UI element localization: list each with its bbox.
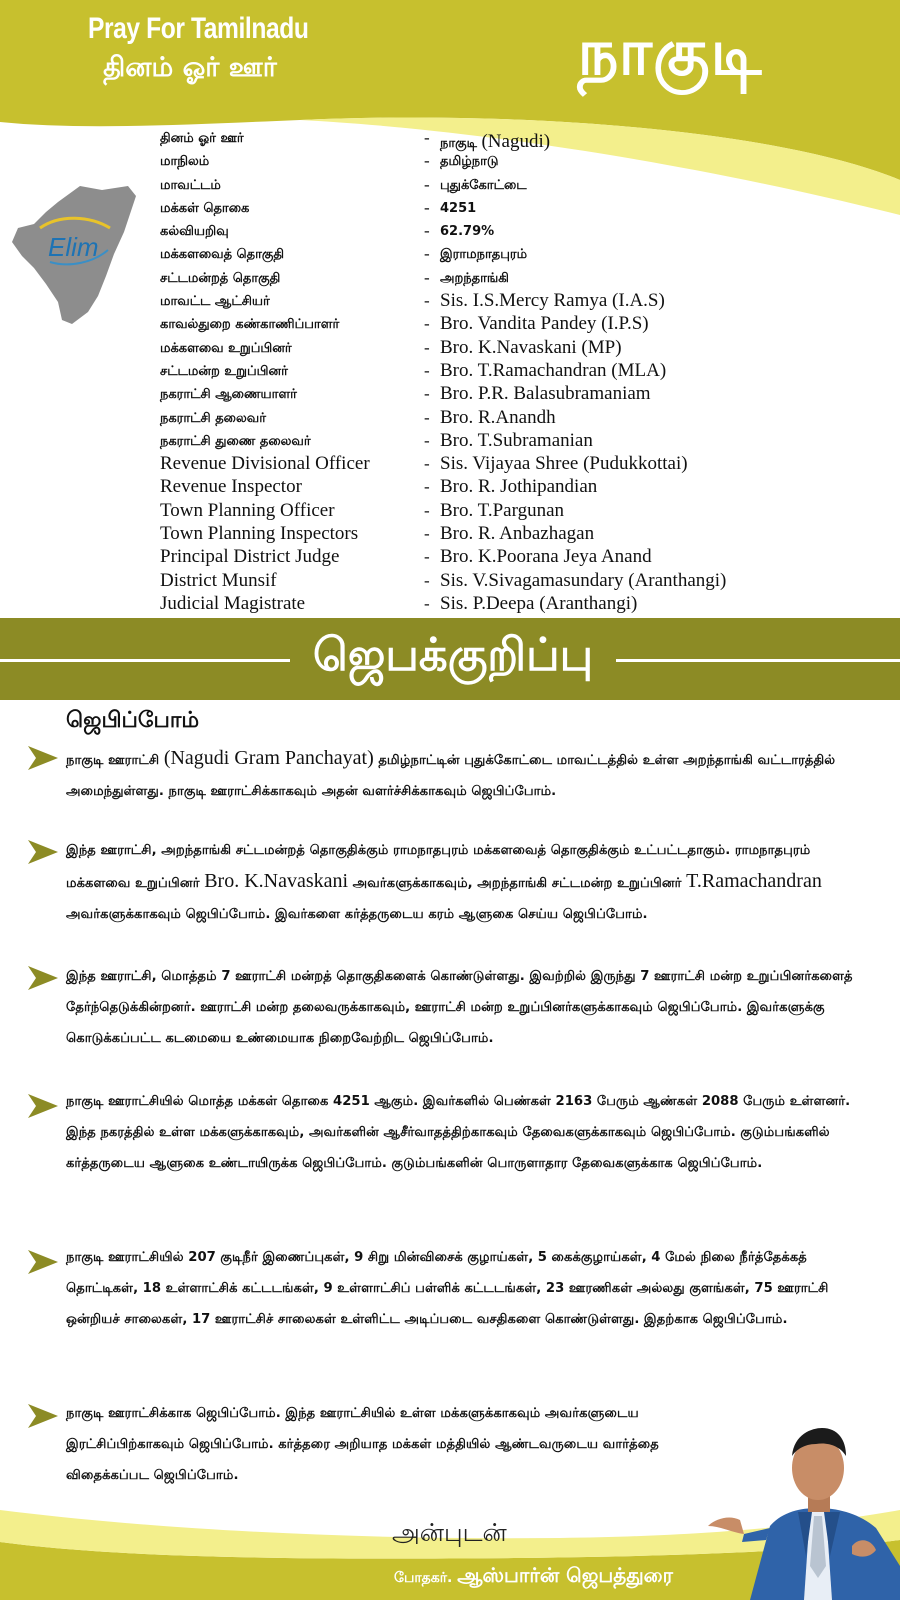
info-dash: - <box>424 477 430 497</box>
info-label: நகராட்சி துணை தலைவர் <box>160 433 311 449</box>
info-value: அறந்தாங்கி <box>440 270 509 286</box>
info-label: District Munsif <box>160 569 277 591</box>
info-row-revenue-inspector <box>160 477 880 500</box>
info-label: சட்டமன்ற உறுப்பினர் <box>160 363 288 379</box>
info-row-population <box>160 198 880 221</box>
info-label: மாவட்டம் <box>160 177 221 193</box>
preacher-name: போதகர். ஆஸ்பார்ன் ஜெபத்துரை <box>394 1563 673 1587</box>
info-value: Bro. Vandita Pandey (I.P.S) <box>440 313 649 335</box>
prayer-paragraph-2: இந்த ஊராட்சி, அறந்தாங்கி சட்டமன்றத் தொகுதிக்கும் ராமநாதபுரம் மக்களவைத் தொகுதிக்கும் உட்பட்டதாகும். ராமநாதபுரம் மக்களவை உறுப்பினர் Bro. K.Navaskani அவர்களுக்காகவும், அறந்தாங்கி சட்டமன்ற உறுப்பினர் T.Ramachandran அவர்களுக்காகவும் ஜெபிப்போம். இவர்களை கர்த்தருடைய கரம் ஆளுகை செய்ய ஜெபிப்போம். <box>66 843 822 922</box>
info-label: Revenue Inspector <box>160 476 302 498</box>
info-label: Judicial Magistrate <box>160 592 306 614</box>
info-dash: - <box>424 267 430 287</box>
info-label: கல்வியறிவு <box>160 224 229 240</box>
info-dash: - <box>424 128 430 147</box>
info-dash: - <box>424 337 430 357</box>
info-label: தினம் ஓர் ஊர் <box>160 131 244 146</box>
info-label: நகராட்சி ஆணையாளர் <box>160 387 297 403</box>
info-value: Bro. T.Ramachandran (MLA) <box>440 359 667 381</box>
info-row-police-sp <box>160 314 880 337</box>
arrow-bullet-icon <box>28 746 58 770</box>
info-dash: - <box>424 593 430 613</box>
info-row-judicial-magistrate <box>160 594 880 617</box>
info-value: Sis. I.S.Mercy Ramya (I.A.S) <box>440 290 665 312</box>
info-value: Bro. R.Anandh <box>440 406 556 428</box>
info-value: Sis. V.Sivagamasundary (Aranthangi) <box>440 569 727 591</box>
info-value: Bro. P.R. Balasubramaniam <box>440 383 651 405</box>
info-dash: - <box>424 384 430 404</box>
arrow-bullet-icon <box>28 840 58 864</box>
brand-title-english: Pray For Tamilnadu <box>88 12 309 45</box>
info-dash: - <box>424 524 430 544</box>
info-dash: - <box>424 151 430 171</box>
info-row-town-planning-officer <box>160 501 880 524</box>
info-dash: - <box>424 500 430 520</box>
info-value: புதுக்கோட்டை <box>440 177 527 193</box>
info-row-rdo <box>160 454 880 477</box>
info-label: Town Planning Inspectors <box>160 523 359 545</box>
info-dash: - <box>424 174 430 194</box>
brand-title-tamil: தினம் ஓர் ஊர் <box>103 52 277 83</box>
info-label: மாவட்ட ஆட்சியர் <box>160 294 270 310</box>
info-label: மாநிலம் <box>160 154 210 170</box>
arrow-bullet-icon <box>28 966 58 990</box>
info-value: 4251 <box>440 200 477 216</box>
info-row-mla <box>160 361 880 384</box>
info-dash: - <box>424 244 430 264</box>
preacher-portrait <box>700 1416 900 1600</box>
band-divider-right <box>616 659 900 662</box>
info-row-vice-chairman <box>160 431 880 454</box>
info-dash: - <box>424 430 430 450</box>
village-title: நாகுடி <box>577 16 763 90</box>
info-label: காவல்துறை கண்காணிப்பாளர் <box>160 317 340 333</box>
prayer-paragraph-3: இந்த ஊராட்சி, மொத்தம் 7 ஊராட்சி மன்றத் தொகுதிகளைக் கொண்டுள்ளது. இவற்றில் இருந்து 7 ஊராட்சி மன்ற உறுப்பினர்களைத் தேர்ந்தெடுக்கின்றனர். ஊராட்சி மன்ற தலைவருக்காகவும், ஊராட்சி மன்ற உறுப்பினர்களுக்காகவும் ஜெபிப்போம். இவர்களுக்கு கொடுக்கப்பட்ட கடமையை உண்மையாக நிறைவேற்றிட ஜெபிப்போம். <box>66 969 853 1046</box>
arrow-bullet-icon <box>28 1404 58 1428</box>
info-label: மக்கள் தொகை <box>160 200 250 216</box>
info-value: நாகுடி (Nagudi) <box>440 131 551 152</box>
prayer-paragraph-5: நாகுடி ஊராட்சியில் 207 குடிநீர் இணைப்புகள், 9 சிறு மின்விசைக் குழாய்கள், 5 கைக்குழாய்கள், 4 மேல் நிலை நீர்த்தேக்கத் தொட்டிகள், 18 உள்ளாட்சிக் கட்டடங்கள், 9 உள்ளாட்சிப் பள்ளிக் கட்டடங்கள், 23 ஊரணிகள் அல்லது குளங்கள், 75 ஊராட்சி ஒன்றியச் சாலைகள், 17 ஊராட்சிச் சாலைகள் உள்ளிட்ட அடிப்படை வசதிகளை கொண்டுள்ளது. இதற்காக ஜெபிப்போம். <box>66 1250 829 1327</box>
info-row-lok-sabha <box>160 244 880 267</box>
info-row-district-munsif <box>160 571 880 594</box>
info-label: சட்டமன்றத் தொகுதி <box>160 270 281 286</box>
info-label: Revenue Divisional Officer <box>160 453 370 475</box>
info-label: மக்களவை உறுப்பினர் <box>160 340 292 356</box>
info-value: Sis. P.Deepa (Aranthangi) <box>440 592 638 614</box>
prayer-paragraph-1: நாகுடி ஊராட்சி (Nagudi Gram Panchayat) தமிழ்நாட்டின் புதுக்கோட்டை மாவட்டத்தில் உள்ள அறந்தாங்கி வட்டாரத்தில் அமைந்துள்ளது. நாகுடி ஊராட்சிக்காகவும் அதன் வளர்ச்சிக்காகவும் ஜெபிப்போம். <box>66 747 836 799</box>
tamilnadu-map-icon <box>10 184 140 326</box>
info-dash: - <box>424 197 430 217</box>
info-value: Sis. Vijayaa Shree (Pudukkottai) <box>440 453 688 475</box>
info-row-district <box>160 175 880 198</box>
info-label: நகராட்சி தலைவர் <box>160 410 267 426</box>
info-dash: - <box>424 360 430 380</box>
arrow-bullet-icon <box>28 1094 58 1118</box>
info-row-village <box>160 128 880 151</box>
info-row-collector <box>160 291 880 314</box>
info-value: Bro. T.Pargunan <box>440 499 565 521</box>
info-value: தமிழ்நாடு <box>440 154 499 170</box>
band-divider-left <box>0 659 290 662</box>
pray-heading: ஜெபிப்போம் <box>66 708 200 733</box>
info-row-assembly <box>160 268 880 291</box>
info-value: Bro. R. Anbazhagan <box>440 523 595 545</box>
info-dash: - <box>424 547 430 567</box>
info-dash: - <box>424 291 430 311</box>
info-value: Bro. T.Subramanian <box>440 429 593 451</box>
info-label: Principal District Judge <box>160 546 340 568</box>
info-row-town-planning-inspectors <box>160 524 880 547</box>
prayer-points-band <box>0 618 900 700</box>
info-row-mp <box>160 338 880 361</box>
info-dash: - <box>424 221 430 241</box>
info-value: 62.79% <box>440 224 495 240</box>
info-dash: - <box>424 407 430 427</box>
village-info-table <box>160 128 880 617</box>
info-label: Town Planning Officer <box>160 499 335 521</box>
info-row-chairman <box>160 408 880 431</box>
info-value: Bro. K.Navaskani (MP) <box>440 336 622 358</box>
info-label: மக்களவைத் தொகுதி <box>160 247 285 263</box>
info-row-literacy <box>160 221 880 244</box>
prayer-points-title: ஜெபக்குறிப்பு <box>312 628 594 681</box>
arrow-bullet-icon <box>28 1250 58 1274</box>
info-value: Bro. K.Poorana Jeya Anand <box>440 546 652 568</box>
prayer-paragraph-6: நாகுடி ஊராட்சிக்காக ஜெபிப்போம். இந்த ஊராட்சியில் உள்ள மக்களுக்காகவும் அவர்களுடைய இரட்சிப்பிற்காகவும் ஜெபிப்போம். கர்த்தரை அறியாத மக்கள் மத்தியில் ஆண்டவருடைய வார்த்தை விதைக்கப்பட ஜெபிப்போம். <box>66 1406 659 1483</box>
info-row-district-judge <box>160 547 880 570</box>
info-row-commissioner <box>160 384 880 407</box>
info-row-state <box>160 151 880 174</box>
info-dash: - <box>424 570 430 590</box>
info-value: இராமநாதபுரம் <box>440 247 528 263</box>
anbudan-signature: அன்புடன் <box>392 1518 507 1547</box>
info-dash: - <box>424 454 430 474</box>
elim-logo: Elim <box>48 232 99 262</box>
prayer-paragraph-4: நாகுடி ஊராட்சியில் மொத்த மக்கள் தொகை 4251 ஆகும். இவர்களில் பெண்கள் 2163 பேரும் ஆண்கள் 2088 பேரும் உள்ளனர். இந்த நகரத்தில் உள்ள மக்களுக்காகவும், அவர்களின் ஆசீர்வாதத்திற்காகவும் தேவைகளுக்காகவும் ஜெபிப்போம். குடும்பங்களில் கர்த்தருடைய ஆளுகை உண்டாயிருக்க ஜெபிப்போம். குடும்பங்களின் பொருளாதார தேவைகளுக்காக ஜெபிப்போம். <box>66 1094 851 1171</box>
info-dash: - <box>424 314 430 334</box>
info-value: Bro. R. Jothipandian <box>440 476 598 498</box>
